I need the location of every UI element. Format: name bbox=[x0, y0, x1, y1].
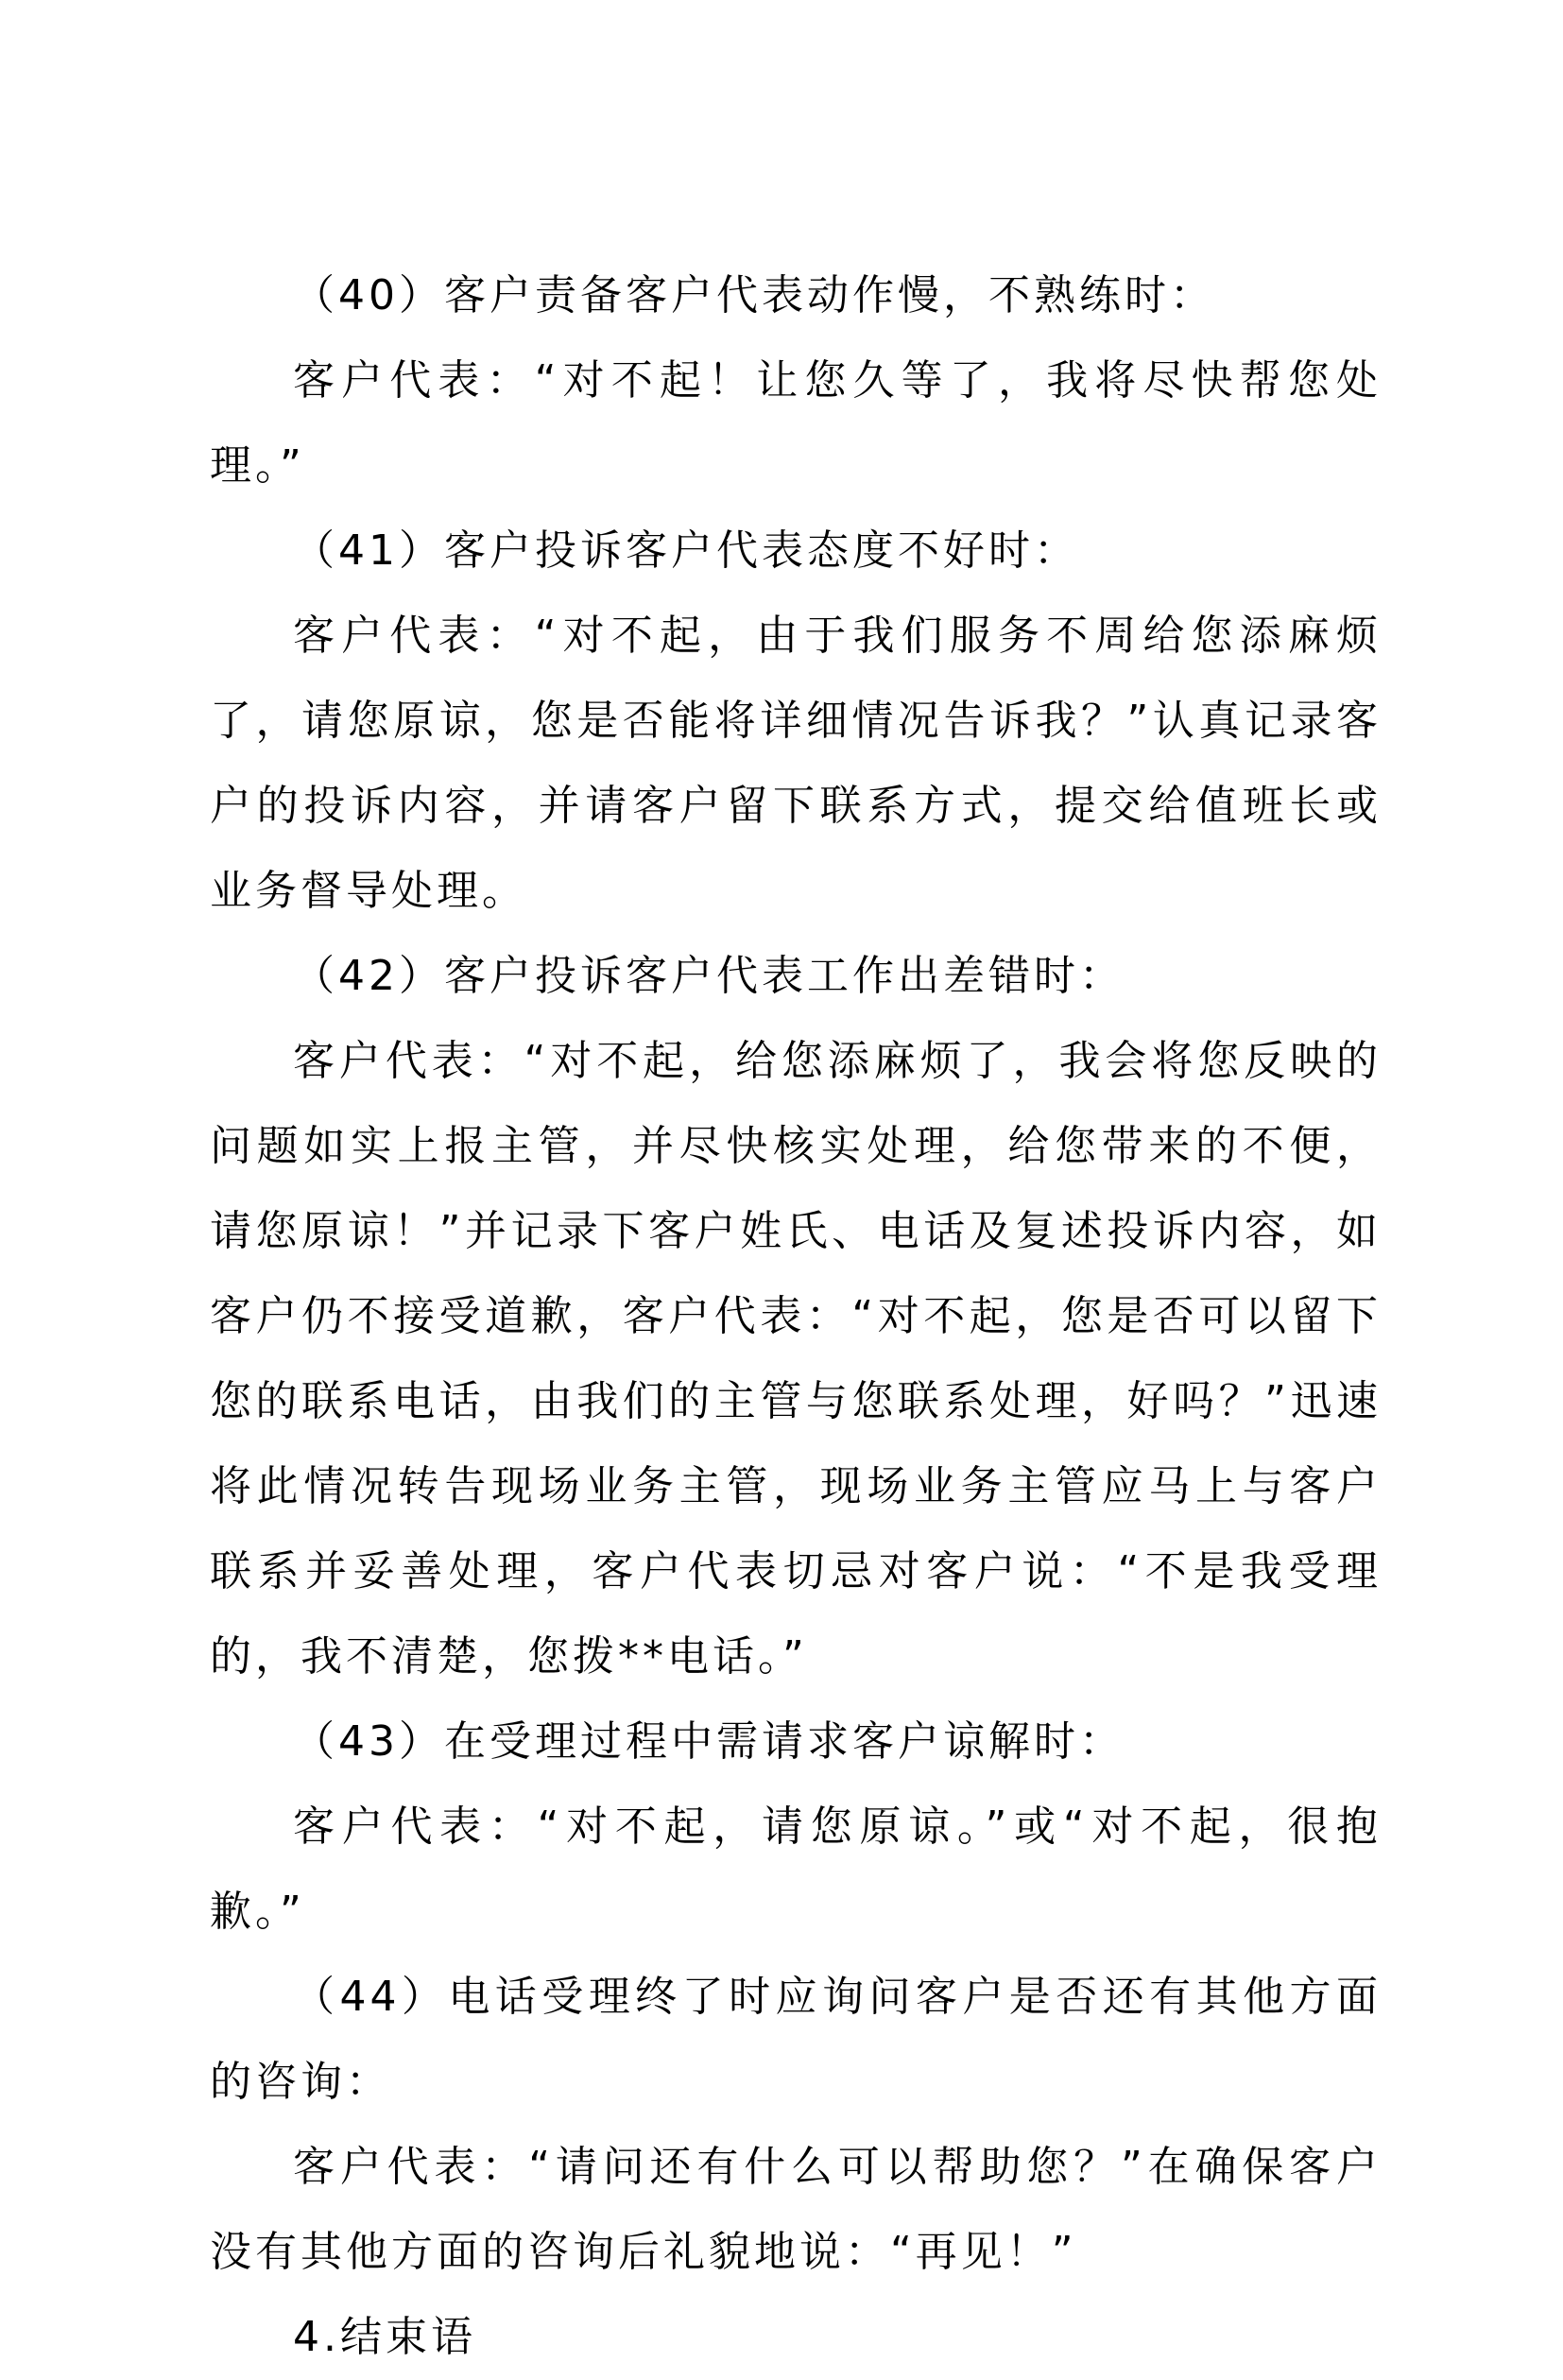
item-43-heading: （43）在受理过程中需请求客户谅解时： bbox=[293, 1717, 1125, 1766]
item-40-response: 客户代表：“对不起！让您久等了，我将尽快帮您处理。” bbox=[210, 356, 1382, 490]
item-42-response: 客户代表：“对不起，给您添麻烦了，我会将您反映的问题如实上报主管，并尽快核实处理，给您带来的不便，请您原谅！”并记录下客户姓氏、电话及复述投诉内容，如客户仍不接受道歉，客户代表：“对不起，您是否可以留下您的联系电话，由我们的主管与您联系处理，好吗？”迅速将此情况转告现场业务主管，现场业务主管应马上与客户联系并妥善处理，客户代表切忌对客户说：“不是我受理的，我不清楚，您拨**电话。” bbox=[210, 1037, 1382, 1681]
item-41-heading: （41）客户投诉客户代表态度不好时： bbox=[293, 526, 1079, 575]
document-body bbox=[210, 253, 1382, 2380]
item-44-response: 客户代表：“请问还有什么可以帮助您？”在确保客户没有其他方面的咨询后礼貌地说：“再见！” bbox=[210, 2143, 1382, 2276]
section-4-heading: 4.结束语 bbox=[293, 2313, 476, 2361]
item-42-heading: （42）客户投诉客户代表工作出差错时： bbox=[293, 952, 1125, 1000]
item-40-heading: （40）客户责备客户代表动作慢，不熟练时： bbox=[293, 271, 1215, 319]
item-43-response: 客户代表：“对不起，请您原谅。”或“对不起，很抱歉。” bbox=[210, 1802, 1382, 1936]
item-44-heading: （44）电话受理终了时应询问客户是否还有其他方面的咨询： bbox=[210, 1973, 1382, 2106]
item-41-response: 客户代表：“对不起，由于我们服务不周给您添麻烦了，请您原谅，您是否能将详细情况告诉我？”认真记录客户的投诉内容，并请客户留下联系方式，提交给值班长或业务督导处理。 bbox=[210, 612, 1382, 915]
